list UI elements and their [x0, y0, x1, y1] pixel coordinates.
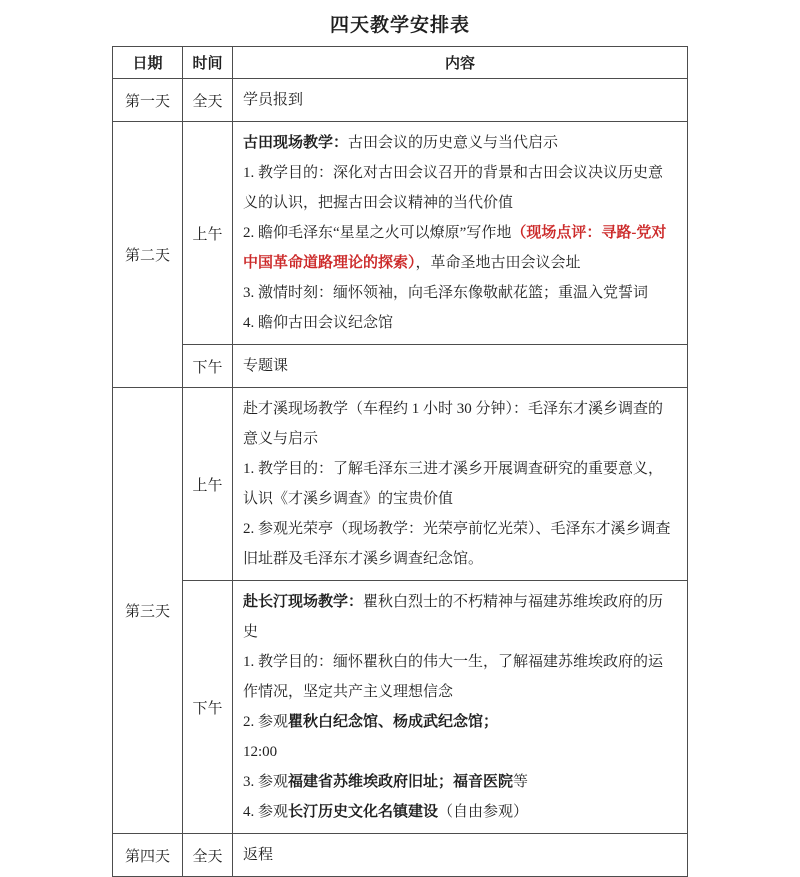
table-row: [113, 122, 688, 345]
text-segment: 瞿秋白纪念馆、杨成武纪念馆；: [288, 714, 499, 730]
content-cell: [233, 581, 688, 834]
text-segment: 3. 参观: [243, 774, 289, 790]
text-segment: 1. 教学目的：深化对古田会议召开的背景和古田会议决议历史意义的认识，把握古田会议精神的当代价值: [243, 165, 664, 211]
content-paragraph: [243, 647, 677, 707]
time-cell: 下午: [183, 581, 233, 834]
table-row: [113, 581, 688, 834]
day-cell: 第二天: [113, 122, 183, 388]
table-row: [113, 345, 688, 388]
time-cell: 全天: [183, 834, 233, 877]
content-paragraph: [243, 85, 677, 115]
text-segment: 古田现场教学：: [243, 135, 349, 151]
content-cell: [233, 388, 688, 581]
content-paragraph: [243, 308, 677, 338]
content-cell: [233, 122, 688, 345]
text-segment: 福建省苏维埃政府旧址；福音医院: [288, 774, 514, 790]
time-cell: 上午: [183, 388, 233, 581]
text-segment: 等: [513, 774, 529, 790]
text-segment: 1. 教学目的：缅怀瞿秋白的伟大一生，了解福建苏维埃政府的运作情况，坚定共产主义理想信念: [243, 654, 664, 700]
content-paragraph: [243, 840, 677, 870]
text-segment: 专题课: [243, 358, 289, 374]
content-paragraph: [243, 218, 677, 278]
content-paragraph: [243, 128, 677, 158]
text-segment: 古田会议的历史意义与当代启示: [348, 135, 559, 151]
text-segment: 12:00: [243, 744, 278, 760]
content-paragraph: [243, 587, 677, 647]
header-time: 时间: [183, 47, 233, 79]
header-content: 内容: [233, 47, 688, 79]
content-cell: [233, 345, 688, 388]
day-cell: 第一天: [113, 79, 183, 122]
schedule-table: [112, 46, 688, 877]
table-row: [113, 834, 688, 877]
text-segment: 2. 参观: [243, 714, 289, 730]
text-segment: （自由参观）: [438, 804, 529, 820]
page-title: 四天教学安排表: [329, 15, 470, 36]
text-segment: 学员报到: [243, 92, 304, 108]
text-segment: 2. 瞻仰毛泽东“星星之火可以燎原”写作地: [243, 225, 512, 241]
content-paragraph: [243, 394, 677, 454]
time-cell: 上午: [183, 122, 233, 345]
highlighted-text-segment: （现场点评：寻路-党对中国革命道路理论的探索）: [243, 225, 667, 271]
text-segment: 4. 参观: [243, 804, 289, 820]
day-cell: 第三天: [113, 388, 183, 834]
content-paragraph: [243, 351, 677, 381]
table-row: [113, 79, 688, 122]
table-body: [113, 79, 688, 877]
content-paragraph: [243, 767, 677, 797]
text-segment: 赴长汀现场教学：: [243, 594, 364, 610]
text-segment: 赴才溪现场教学（车程约 1 小时 30 分钟）：毛泽东才溪乡调查的意义与启示: [243, 401, 664, 447]
text-segment: 1. 教学目的：了解毛泽东三进才溪乡开展调查研究的重要意义，认识《才溪乡调查》的宝贵价值: [243, 461, 664, 507]
content-paragraph: [243, 737, 677, 767]
text-segment: 2. 参观光荣亭（现场教学：光荣亭前忆光荣）、毛泽东才溪乡调查旧址群及毛泽东才溪乡调查纪念馆。: [243, 521, 671, 567]
content-paragraph: [243, 454, 677, 514]
content-cell: [233, 834, 688, 877]
text-segment: ，革命圣地古田会议会址: [415, 255, 581, 271]
text-segment: 4. 瞻仰古田会议纪念馆: [243, 315, 394, 331]
content-paragraph: [243, 514, 677, 574]
text-segment: 瞿秋白烈士的不朽精神与福建苏维埃政府的历史: [243, 594, 664, 640]
time-cell: 全天: [183, 79, 233, 122]
content-paragraph: [243, 797, 677, 827]
text-segment: 长汀历史文化名镇建设: [288, 804, 439, 820]
content-paragraph: [243, 707, 677, 737]
table-row: [113, 388, 688, 581]
content-paragraph: [243, 158, 677, 218]
content-paragraph: [243, 278, 677, 308]
table-header-row: [113, 47, 688, 79]
text-segment: 3. 激情时刻：缅怀领袖，向毛泽东像敬献花篮；重温入党誓词: [243, 285, 649, 301]
time-cell: 下午: [183, 345, 233, 388]
text-segment: 返程: [243, 847, 274, 863]
day-cell: 第四天: [113, 834, 183, 877]
content-cell: [233, 79, 688, 122]
header-date: 日期: [113, 47, 183, 79]
